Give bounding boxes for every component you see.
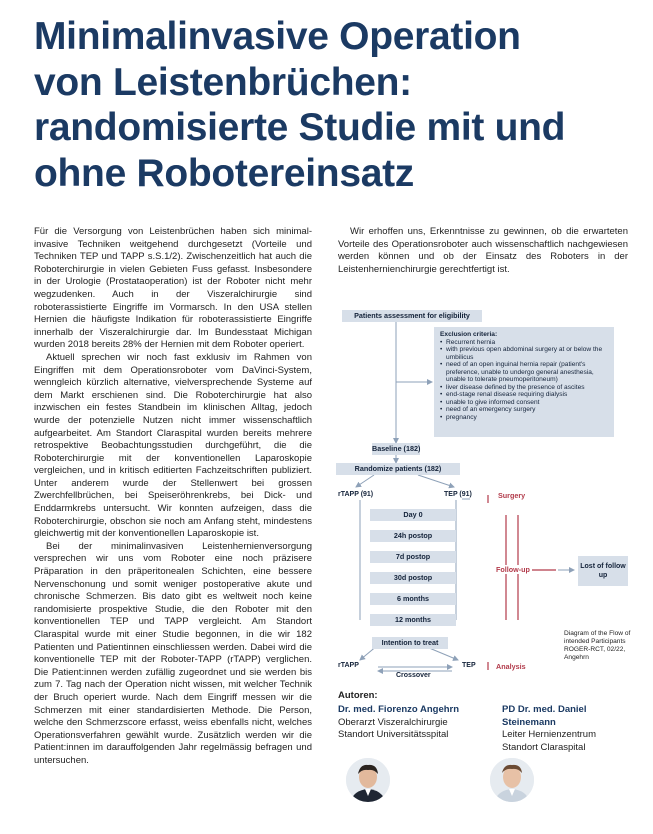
exclusion-criteria-box — [434, 327, 614, 437]
timepoint-box: 30d postop — [370, 572, 456, 584]
left-column — [34, 226, 312, 768]
randomize-box: Randomize patients (182) — [336, 463, 460, 475]
article-title — [34, 14, 634, 196]
author-role: Oberarzt Viszeralchirurgie — [338, 716, 448, 728]
author-card — [338, 704, 459, 742]
timepoint-box: 12 months — [370, 614, 456, 626]
exclusion-item: • unable to give informed consent — [440, 399, 608, 407]
timepoint-box: 6 months — [370, 593, 456, 605]
exclusion-item: • with previous open abdominal surgery at or below the umbilicus — [440, 346, 608, 361]
paragraph: Für die Versorgung von Leistenbrüchen haben sich minimal-invasive Techniken weitgehend durchgesetzt (Vorteile und Techniken TEP und TAPP s.S.1/2). Zwischenzeitlich hat auch die Roboterchirurgie in vielen Gebieten Fuss gefasst. Insbesondere in der Urologie (Prostataoperation) ist der Roboter nicht mehr wegzudenken. Auch in der Viszeralchirurgie sind roboterassistierte Eingriffe im Vormarsch. In den USA stellen Hernien die häufigste Indikation für roboterassistierte Eingriffe innerhalb der Viszeralchirurgie dar. Im Bundesstaat Michigan wurden 2018 bereits 28% der Hernien mit dem Roboter operiert. — [34, 226, 312, 351]
diagram-caption: Diagram of the Flow of intended Participants ROGER-RCT, 02/22, Angehrn — [564, 630, 631, 661]
author-card — [502, 704, 638, 754]
surgery-label: Surgery — [498, 491, 526, 500]
exclusion-item: • need of an emergency surgery — [440, 406, 608, 414]
author-photo — [346, 758, 390, 802]
arm-tep-label: TEP (91) — [444, 491, 472, 498]
followup-label: Follow-up — [496, 565, 530, 574]
author-name: Dr. med. Fiorenzo Angehrn — [338, 704, 460, 715]
title-line: ohne Robotereinsatz — [34, 151, 414, 195]
final-tep-label: TEP — [462, 662, 476, 669]
author-photo — [490, 758, 534, 802]
exclusion-item: • pregnancy — [440, 414, 608, 422]
paragraph: Bei der minimalinvasiven Leistenhernienversorgung versprechen wir uns vom Roboter eine noch präzisere Präparation in den präperitonealen Schichten, eine bessere Nervenschonung und somit weniger postoperative akute und chronische Schmerzen. Bis dato gibt es weltweit noch keine randomisierte prospektive Studie, die den Roboter mit den konventionellen TEP und TAPP vergleicht. Am Standort Claraspital wurde mit einer Studie begonnen, in die wir 182 Patienten und Patientinnen einschliessen werden. Dabei wird die konventionelle TEP mit der Roboter-TAPP (rTAPP) verglichen. Die Patient:innen werden zufällig zugeordnet und sie werden bis zum 7. Tag nach der Operation nicht wissen, mit welcher Technik der Bruch operiert wurde. Nach dem Eingriff messen wir die Schmerzen mit einer standardisierten Methode. Die Person, welche den Schmerzscore erfasst, weiss ebenfalls nicht, welches Operationsverfahren gewählt wurde. Zusätzlich werden wir die Patient:innen im darauffolgenden Jahr regelmässig befragen und untersuchen. — [34, 540, 312, 766]
authors-heading: Autoren: — [338, 690, 378, 701]
flow-diagram — [334, 300, 634, 680]
author-site: Standort Claraspital — [502, 741, 586, 753]
final-rtapp-label: rTAPP — [338, 662, 359, 669]
right-column-intro — [338, 226, 628, 276]
intention-to-treat-box: Intention to treat — [372, 637, 448, 649]
exclusion-item: • Recurrent hernia — [440, 339, 608, 347]
author-name: PD Dr. med. Daniel Steinemann — [502, 704, 587, 728]
author-role: Leiter Hernienzentrum — [502, 729, 596, 741]
timepoint-box: 24h postop — [370, 530, 456, 542]
title-line: randomisierte Studie mit und — [34, 106, 566, 149]
exclusion-title: Exclusion criteria: — [440, 331, 498, 338]
assessment-box: Patients assessment for eligibility — [342, 310, 482, 322]
title-line: von Leistenbrüchen: — [34, 60, 412, 104]
paragraph: Aktuell sprechen wir noch fast exklusiv im Rahmen von Eingriffen mit dem Operationsroboter vom DaVinci-System, wenngleich kürzlich alternative, vielversprechende Systeme auf dem Markt erschienen sind. Die Roboterchirurgie hat also inzwischen ein festes Standbein im klinischen Alltag, jedoch wurde der potenzielle Nutzen nicht immer wissenschaftlich aufgearbeitet. Am Standort Claraspital wurden bereits mehrere retrospektive Beobachtungsstudien durchgeführt, die die Roboterchirurgie mit der konventionellen Laparoskopie vergleichen, und in kritisch editierten Fachzeitschriften publiziert. Unter anderem wurde der Stellenwert bei grossen Zwerchfellbrüchen, bei Speiseröhrenkrebs, bei Dick- und Enddarmkrebs untersucht. Wir konnten aufzeigen, dass die Roboterchirurgie, obschon sie noch am Anfang steht, mindestens gleichwertig mit der konventionellen Laparoskopie ist. — [34, 351, 312, 540]
exclusion-item: • liver disease defined by the presence of ascites — [440, 384, 608, 392]
exclusion-item: • end-stage renal disease requiring dialysis — [440, 391, 608, 399]
timepoint-box: Day 0 — [370, 509, 456, 521]
authors-section — [338, 690, 638, 753]
timepoint-box: 7d postop — [370, 551, 456, 563]
baseline-box: Baseline (182) — [372, 444, 421, 453]
paragraph: Wir erhoffen uns, Erkenntnisse zu gewinnen, ob die erwarteten Vorteile des Operationsroboter auch wissenschaftlich nachgewiesen werden können und ob der Einsatz des Roboters in der Leistenhernienchirurgie gerechtfertigt ist. — [338, 226, 628, 275]
analysis-label: Analysis — [496, 662, 526, 671]
exclusion-item: • need of an open inguinal hernia repair (patient's preference, unable to undergo general anesthesia, unable to tolerate pneumoperitoneum) — [440, 361, 608, 384]
title-line: Minimalinvasive Operation — [34, 15, 521, 58]
crossover-label: Crossover — [396, 672, 431, 679]
arm-rtapp-label: rTAPP (91) — [338, 491, 374, 498]
lost-follow-up-box: Lost of follow up — [578, 556, 628, 586]
author-site: Standort Universitätsspital — [338, 729, 449, 741]
